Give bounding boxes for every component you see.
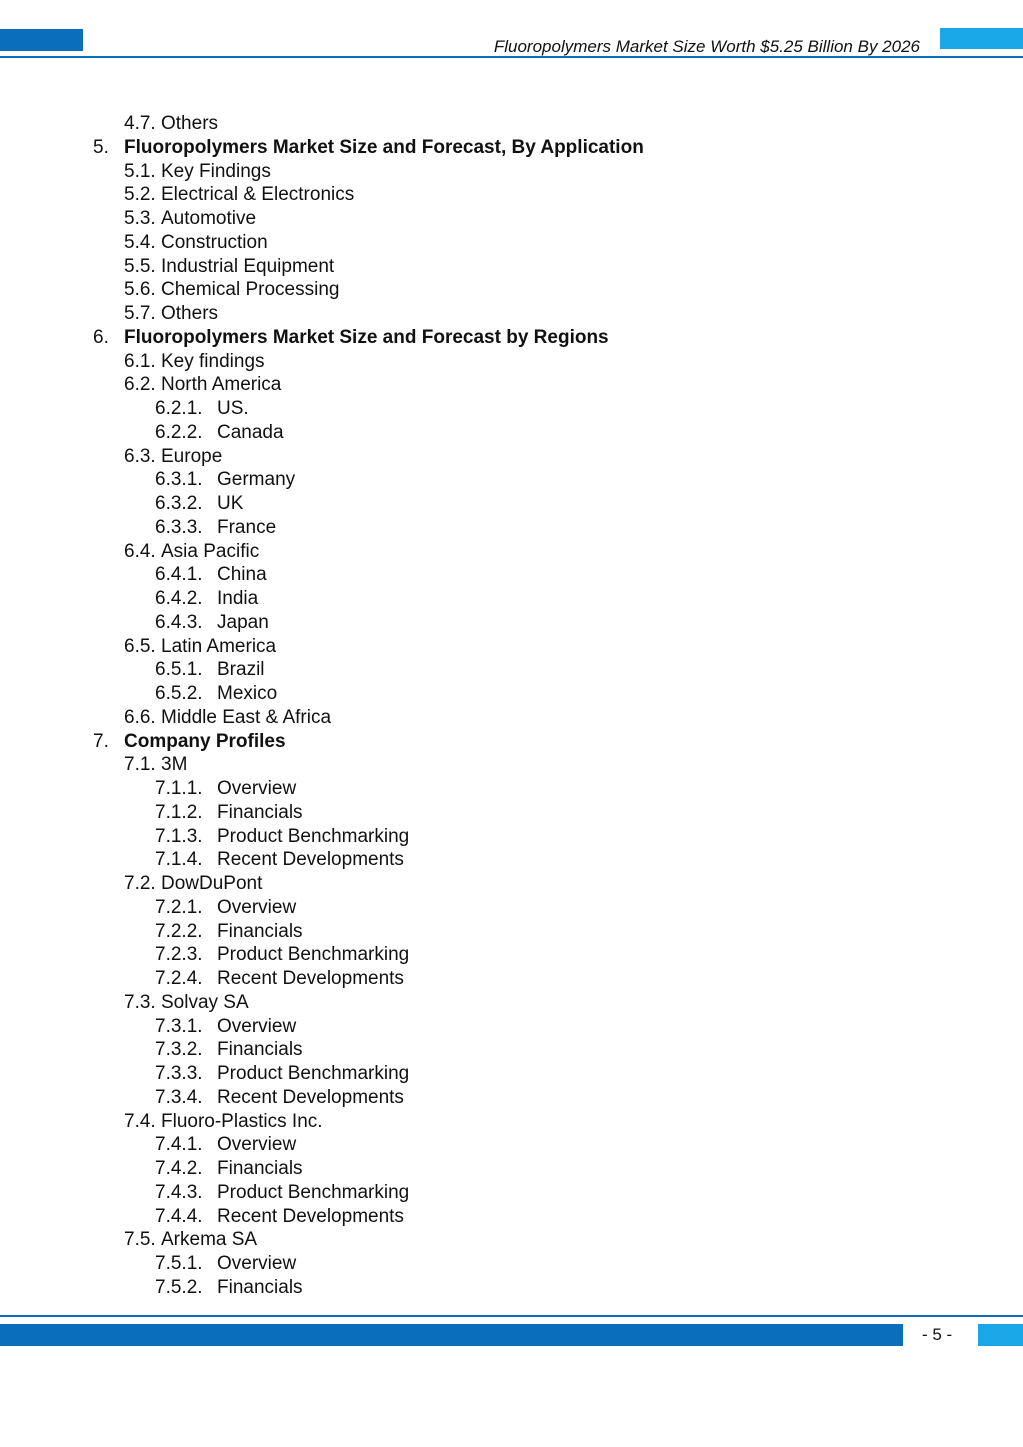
toc-item-title: Fluoropolymers Market Size and Forecast by Regions — [124, 326, 609, 348]
toc-item-number: 6.3.3. — [155, 516, 203, 538]
toc-item-number: 6.3.2. — [155, 493, 203, 514]
footer-right-accent-bar — [978, 1324, 1023, 1346]
toc-item-number: 6.1. — [124, 350, 156, 372]
toc-subsection — [0, 635, 1023, 659]
toc-item-title: Asia Pacific — [161, 540, 260, 562]
toc-item-number: 7.3.3. — [155, 1063, 203, 1084]
toc-item-number: 6.2.1. — [155, 398, 203, 419]
toc-subsubsection — [0, 801, 1023, 825]
toc-item-title: Brazil — [217, 659, 265, 681]
toc-item-number: 7.5. — [124, 1229, 156, 1251]
toc-item-title: Construction — [161, 231, 268, 253]
toc-subsection — [0, 255, 1023, 279]
toc-item-number: 6.3.1. — [155, 469, 203, 491]
toc-subsubsection — [0, 1252, 1023, 1276]
toc-item-number: 4.7. — [124, 113, 156, 134]
toc-item-number: 7.3.4. — [155, 1086, 203, 1108]
toc-item-number: 6.5.1. — [155, 659, 203, 681]
toc-item-title: Overview — [217, 1015, 297, 1037]
toc-item-title: Others — [161, 113, 219, 134]
toc-item-number: 7.2.1. — [155, 896, 203, 918]
toc-item-title: China — [217, 564, 267, 586]
toc-subsection — [0, 872, 1023, 896]
toc-item-number: 6.3. — [124, 445, 156, 467]
toc-subsubsection — [0, 1133, 1023, 1157]
toc-item-title: Overview — [217, 896, 297, 918]
toc-subsubsection — [0, 516, 1023, 540]
toc-item-title: Product Benchmarking — [217, 944, 410, 966]
toc-item-title: Others — [161, 303, 219, 324]
toc-item-title: Automotive — [161, 208, 257, 229]
toc-item-number: 7.4.3. — [155, 1181, 203, 1203]
toc-subsubsection — [0, 1276, 1023, 1300]
toc-item-title: Product Benchmarking — [217, 1181, 410, 1203]
toc-item-title: Financials — [217, 920, 303, 942]
toc-subsection — [0, 231, 1023, 255]
toc-item-title: Financials — [217, 801, 303, 823]
toc-item-title: Overview — [217, 1253, 297, 1274]
toc-section — [0, 326, 1023, 350]
toc-item-number: 6.4.1. — [155, 564, 203, 586]
toc-subsubsection — [0, 825, 1023, 849]
toc-subsection — [0, 753, 1023, 777]
toc-subsection — [0, 445, 1023, 469]
toc-item-number: 7.1.2. — [155, 801, 203, 823]
toc-subsection — [0, 706, 1023, 730]
toc-subsection — [0, 278, 1023, 302]
toc-item-title: Latin America — [161, 635, 277, 657]
header-rule — [0, 56, 1023, 58]
toc-item-title: Arkema SA — [161, 1229, 258, 1251]
toc-item-title: Fluoro-Plastics Inc. — [161, 1110, 323, 1132]
toc-item-number: 7.4.1. — [155, 1134, 203, 1156]
toc-item-number: 7. — [93, 730, 109, 752]
toc-item-number: 6.5.2. — [155, 683, 203, 704]
toc-subsubsection — [0, 777, 1023, 801]
toc-item-title: Fluoropolymers Market Size and Forecast, By Application — [124, 136, 644, 158]
header-right-accent-bar — [940, 28, 1023, 49]
toc-item-title: Product Benchmarking — [217, 825, 410, 847]
toc-subsubsection — [0, 563, 1023, 587]
toc-subsubsection — [0, 421, 1023, 445]
toc-subsection — [0, 373, 1023, 397]
toc-subsubsection — [0, 1205, 1023, 1229]
toc-item-title: Mexico — [217, 683, 278, 704]
toc-subsubsection — [0, 492, 1023, 516]
toc-subsection — [0, 540, 1023, 564]
toc-subsubsection — [0, 920, 1023, 944]
toc-subsection — [0, 1110, 1023, 1134]
toc-item-title: Key findings — [161, 350, 265, 372]
toc-item-number: 7.5.1. — [155, 1253, 203, 1274]
toc-item-title: Recent Developments — [217, 849, 404, 871]
toc-subsubsection — [0, 611, 1023, 635]
toc-item-title: Company Profiles — [124, 730, 286, 752]
toc-subsubsection — [0, 682, 1023, 706]
toc-item-number: 7.1.4. — [155, 849, 203, 871]
toc-item-number: 6.4. — [124, 540, 156, 562]
toc-subsubsection — [0, 468, 1023, 492]
toc-subsubsection — [0, 1062, 1023, 1086]
toc-item-number: 6.4.2. — [155, 588, 203, 609]
toc-subsection — [0, 350, 1023, 374]
toc-item-title: North America — [161, 374, 282, 396]
toc-item-number: 7.3.2. — [155, 1039, 203, 1061]
toc-item-title: US. — [217, 398, 249, 419]
toc-item-title: Overview — [217, 1134, 297, 1156]
toc-subsubsection — [0, 1181, 1023, 1205]
toc-item-title: Electrical & Electronics — [161, 184, 355, 206]
toc-item-number: 6.2.2. — [155, 421, 203, 443]
toc-item-title: UK — [217, 493, 244, 514]
toc-item-number: 7.1.3. — [155, 825, 203, 847]
toc-item-number: 5.7. — [124, 303, 156, 324]
toc-subsubsection — [0, 1157, 1023, 1181]
toc-section — [0, 136, 1023, 160]
toc-subsubsection — [0, 1038, 1023, 1062]
toc-subsection — [0, 160, 1023, 184]
toc-item-title: Middle East & Africa — [161, 706, 332, 728]
toc-subsubsection — [0, 397, 1023, 421]
toc-subsubsection — [0, 587, 1023, 611]
toc-item-title: Recent Developments — [217, 1086, 404, 1108]
toc-item-title: Financials — [217, 1039, 303, 1061]
toc-item-title: Solvay SA — [161, 991, 249, 1013]
toc-item-number: 7.1.1. — [155, 778, 203, 799]
toc-subsection — [0, 302, 1023, 326]
toc-subsection — [0, 207, 1023, 231]
toc-item-title: Financials — [217, 1276, 303, 1298]
toc-subsection — [0, 991, 1023, 1015]
footer-rule — [0, 1315, 1023, 1317]
toc-item-title: Product Benchmarking — [217, 1063, 410, 1084]
toc-item-title: Japan — [217, 611, 269, 633]
toc-item-title: India — [217, 588, 259, 609]
toc-item-number: 5.2. — [124, 184, 156, 206]
toc-subsubsection — [0, 967, 1023, 991]
toc-item-number: 7.3. — [124, 991, 156, 1013]
toc-subsubsection — [0, 1015, 1023, 1039]
table-of-contents — [0, 112, 1023, 1300]
footer-accent-bar — [0, 1324, 903, 1346]
toc-item-title: Key Findings — [161, 160, 271, 182]
toc-item-number: 5.4. — [124, 231, 156, 253]
toc-item-title: Financials — [217, 1158, 303, 1179]
toc-item-title: Chemical Processing — [161, 279, 340, 301]
toc-item-title: Overview — [217, 778, 297, 799]
toc-item-title: Industrial Equipment — [161, 255, 335, 277]
toc-item-number: 5.6. — [124, 279, 156, 301]
toc-item-number: 7.1. — [124, 754, 156, 776]
toc-subsubsection — [0, 1086, 1023, 1110]
toc-item-number: 7.2.2. — [155, 920, 203, 942]
toc-item-number: 7.4.2. — [155, 1158, 203, 1179]
toc-subsubsection — [0, 943, 1023, 967]
toc-item-number: 6.5. — [124, 635, 156, 657]
toc-item-number: 5.3. — [124, 208, 156, 229]
document-header-title: Fluoropolymers Market Size Worth $5.25 Billion By 2026 — [493, 37, 920, 56]
toc-subsubsection — [0, 848, 1023, 872]
toc-item-number: 7.4. — [124, 1110, 156, 1132]
toc-item-title: Germany — [217, 469, 296, 491]
toc-item-number: 7.2.4. — [155, 968, 203, 989]
toc-subsection — [0, 112, 1023, 136]
toc-item-number: 6.2. — [124, 374, 156, 396]
toc-item-title: DowDuPont — [161, 873, 263, 894]
page-number: - 5 - — [922, 1325, 953, 1344]
toc-item-title: Canada — [217, 421, 284, 443]
toc-item-number: 6.4.3. — [155, 611, 203, 633]
toc-item-number: 6.6. — [124, 706, 156, 728]
toc-item-number: 5. — [93, 136, 109, 158]
toc-item-number: 7.2. — [124, 873, 156, 894]
toc-item-number: 7.2.3. — [155, 944, 203, 966]
toc-section — [0, 730, 1023, 754]
toc-subsection — [0, 1228, 1023, 1252]
toc-subsection — [0, 183, 1023, 207]
toc-subsubsection — [0, 658, 1023, 682]
toc-item-number: 7.5.2. — [155, 1276, 203, 1298]
toc-item-number: 5.1. — [124, 160, 156, 182]
toc-item-title: Europe — [161, 445, 223, 467]
toc-item-number: 7.4.4. — [155, 1205, 203, 1227]
toc-item-title: Recent Developments — [217, 1205, 404, 1227]
toc-item-number: 6. — [93, 326, 109, 348]
toc-subsubsection — [0, 896, 1023, 920]
toc-item-title: 3M — [161, 754, 188, 776]
toc-item-number: 5.5. — [124, 255, 156, 277]
header-left-accent-bar — [0, 29, 83, 51]
toc-item-title: France — [217, 516, 277, 538]
toc-item-title: Recent Developments — [217, 968, 404, 989]
toc-item-number: 7.3.1. — [155, 1015, 203, 1037]
